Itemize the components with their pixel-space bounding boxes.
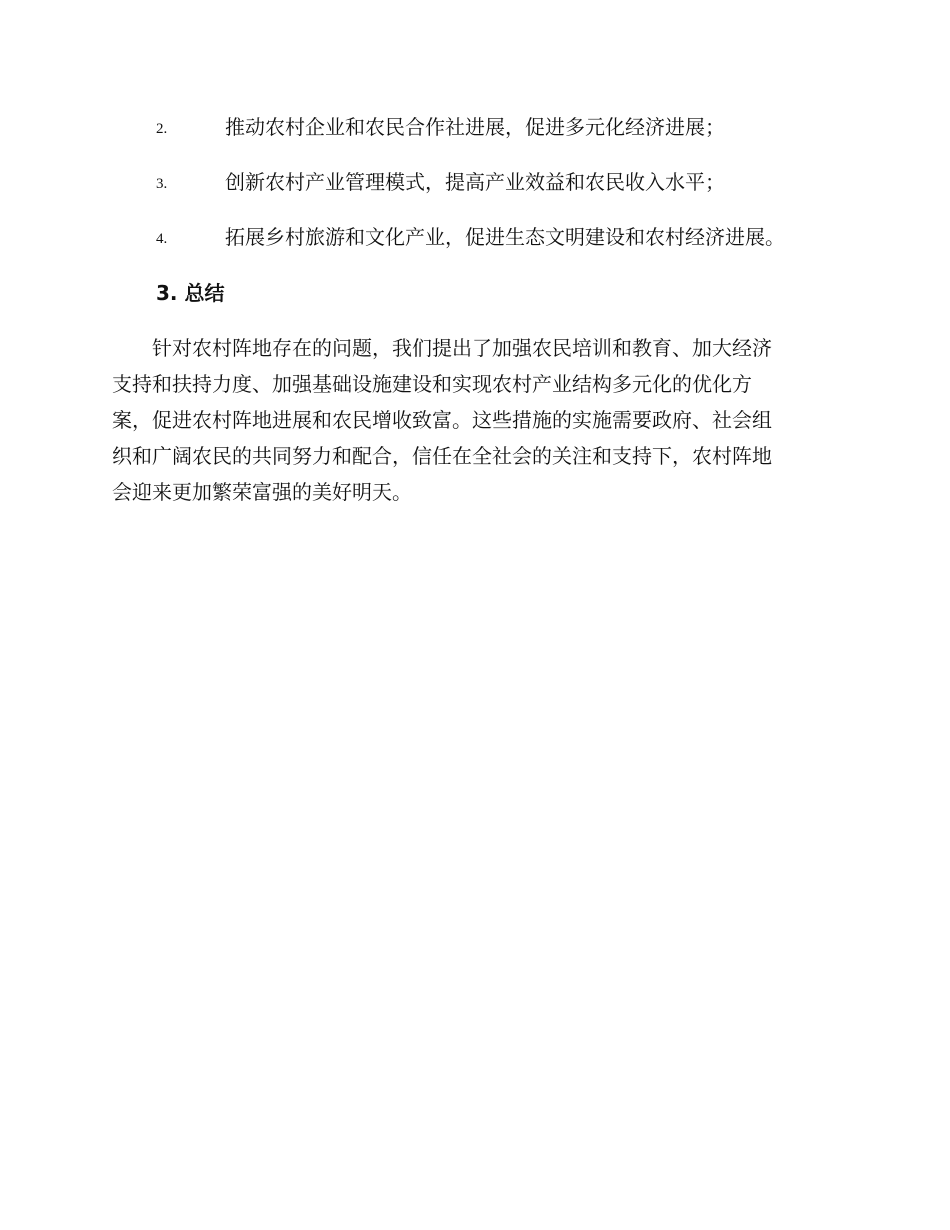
paragraph-line: 会迎来更加繁荣富强的美好明天。 [112, 480, 412, 504]
list-number: 4. [156, 231, 168, 247]
list-item [0, 222, 950, 252]
paragraph-line: 织和广阔农民的共同努力和配合，信任在全社会的关注和支持下，农村阵地 [112, 444, 772, 468]
paragraph-line: 针对农村阵地存在的问题，我们提出了加强农民培训和教育、加大经济 [152, 336, 772, 360]
list-number: 3. [156, 176, 168, 192]
section-heading: 3. 总结 [156, 281, 225, 305]
list-item [0, 167, 950, 197]
list-number: 2. [156, 121, 168, 137]
summary-paragraph [112, 330, 852, 510]
paragraph-line: 案，促进农村阵地进展和农民增收致富。这些措施的实施需要政府、社会组 [112, 408, 772, 432]
list-text: 创新农村产业管理模式，提高产业效益和农民收入水平； [225, 170, 725, 194]
paragraph-line: 支持和扶持力度、加强基础设施建设和实现农村产业结构多元化的优化方 [112, 372, 752, 396]
list-text: 拓展乡村旅游和文化产业，促进生态文明建设和农村经济进展。 [225, 225, 785, 249]
list-text: 推动农村企业和农民合作社进展，促进多元化经济进展； [225, 115, 725, 139]
list-item [0, 112, 950, 142]
